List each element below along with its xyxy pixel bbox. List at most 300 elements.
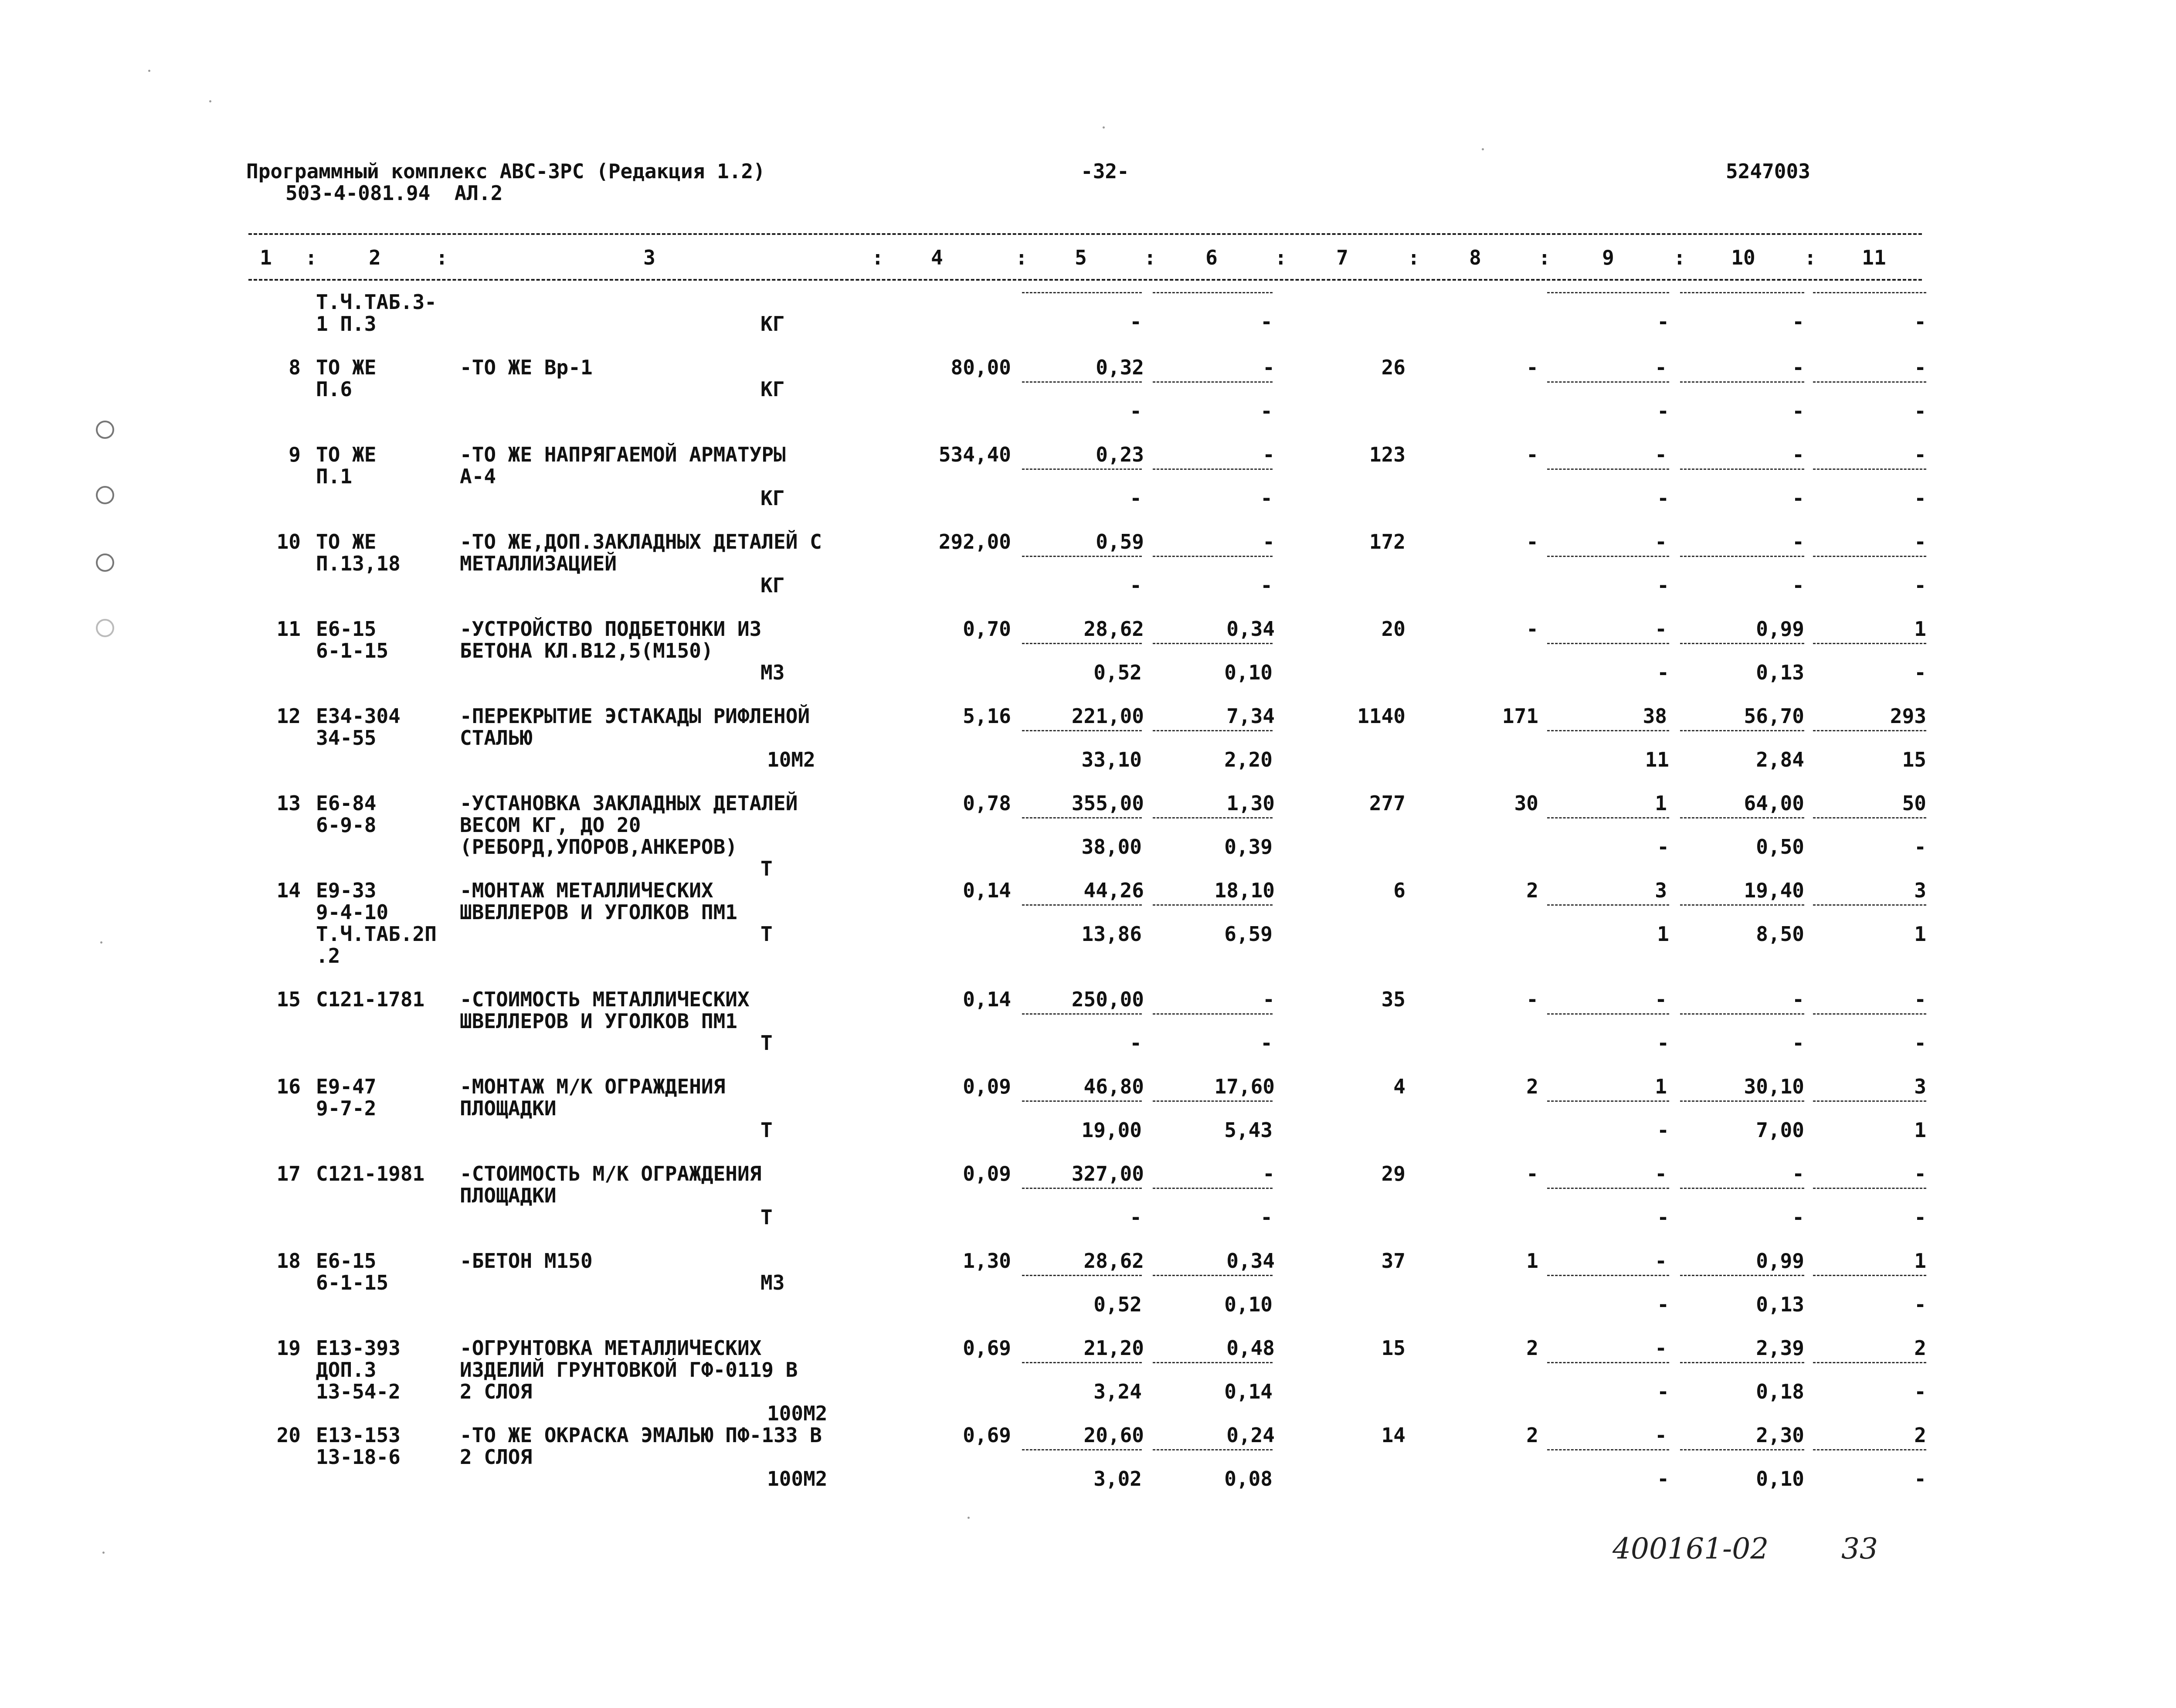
- value-c7: 35: [1381, 988, 1405, 1011]
- rate-code: С121-1781: [316, 988, 425, 1011]
- value-c10: 0,99: [1756, 1249, 1804, 1273]
- value-c8: 2: [1526, 1423, 1538, 1447]
- cell-divider-c11: [1813, 469, 1926, 470]
- unit-of-measure: Т: [760, 1205, 773, 1229]
- value-c9: 3: [1655, 879, 1667, 902]
- value-c9: -: [1655, 443, 1667, 466]
- value-c9-lower: -: [1657, 835, 1669, 859]
- cell-divider-c5: [1022, 1013, 1142, 1015]
- value-c11: 293: [1890, 704, 1926, 728]
- cell-divider-c9: [1547, 292, 1669, 293]
- unit-of-measure: 100М2: [767, 1467, 828, 1491]
- cell-divider-c6: [1153, 730, 1273, 731]
- value-c7: 29: [1381, 1162, 1405, 1185]
- work-description: ШВЕЛЛЕРОВ И УГОЛКОВ ПМ1: [460, 1009, 737, 1033]
- work-description: -УСТАНОВКА ЗАКЛАДНЫХ ДЕТАЛЕЙ: [460, 791, 798, 815]
- value-c10: -: [1792, 988, 1804, 1011]
- value-c6-lower: -: [1260, 310, 1273, 333]
- cell-divider-c6: [1153, 469, 1273, 470]
- value-c10-lower: -: [1792, 574, 1804, 597]
- table-top-rule: [248, 233, 1922, 235]
- cell-divider-c5: [1022, 1275, 1142, 1276]
- binder-hole: [96, 421, 114, 439]
- value-c10: 64,00: [1744, 791, 1804, 815]
- value-c11: 1: [1914, 617, 1926, 641]
- cell-divider-c5: [1022, 730, 1142, 731]
- column-separator: :: [1674, 246, 1686, 269]
- value-c9-lower: -: [1657, 661, 1669, 684]
- scan-speck: [148, 70, 150, 72]
- cell-divider-c9: [1547, 1449, 1669, 1450]
- value-c11-lower: -: [1914, 1205, 1926, 1229]
- work-description: (РЕБОРД,УПОРОВ,АНКЕРОВ): [460, 835, 737, 859]
- value-c4: 80,00: [951, 356, 1011, 379]
- unit-of-measure: Т: [760, 857, 773, 880]
- row-number: 12: [276, 704, 301, 728]
- value-c9-lower: -: [1657, 1118, 1669, 1142]
- value-c5-lower: -: [1130, 1031, 1142, 1055]
- value-c6-lower: -: [1260, 1205, 1273, 1229]
- value-c8: 2: [1526, 1075, 1538, 1098]
- value-c10: -: [1792, 443, 1804, 466]
- value-c10-lower: 0,13: [1756, 1293, 1804, 1316]
- value-c10: 2,39: [1756, 1336, 1804, 1360]
- value-c6: 0,48: [1226, 1336, 1275, 1360]
- row-number: 10: [276, 530, 301, 553]
- work-description: СТАЛЬЮ: [460, 726, 533, 750]
- cell-divider-c10: [1680, 556, 1804, 557]
- value-c10-lower: -: [1792, 1031, 1804, 1055]
- column-separator: :: [1804, 246, 1816, 269]
- rate-code: Е6-15: [316, 1249, 377, 1273]
- cell-divider-c9: [1547, 817, 1669, 818]
- value-c9-lower: -: [1657, 1467, 1669, 1491]
- column-separator: :: [1275, 246, 1287, 269]
- rate-code: Е13-393: [316, 1336, 401, 1360]
- work-description: -ОГРУНТОВКА МЕТАЛЛИЧЕСКИХ: [460, 1336, 762, 1360]
- value-c4: 0,70: [963, 617, 1011, 641]
- cell-divider-c6: [1153, 292, 1273, 293]
- cell-divider-c10: [1680, 643, 1804, 644]
- rate-code: С121-1981: [316, 1162, 425, 1185]
- value-c4: 1,30: [963, 1249, 1011, 1273]
- value-c8: 2: [1526, 1336, 1538, 1360]
- rate-code: П.13,18: [316, 552, 401, 575]
- row-number: 11: [276, 617, 301, 641]
- rate-code: ТО ЖЕ: [316, 356, 377, 379]
- value-c5-lower: 0,52: [1093, 1293, 1142, 1316]
- value-c5-lower: -: [1130, 399, 1142, 423]
- rate-code: Е34-304: [316, 704, 401, 728]
- unit-of-measure: 10М2: [767, 748, 815, 771]
- value-c8: -: [1526, 988, 1538, 1011]
- scan-speck: [209, 100, 211, 102]
- row-number: 9: [289, 443, 301, 466]
- cell-divider-c9: [1547, 381, 1669, 383]
- unit-of-measure: КГ: [760, 574, 785, 597]
- rate-code: .2: [316, 944, 340, 968]
- value-c11-lower: -: [1914, 574, 1926, 597]
- value-c4: 0,78: [963, 791, 1011, 815]
- cell-divider-c10: [1680, 469, 1804, 470]
- value-c11: 2: [1914, 1336, 1926, 1360]
- cell-divider-c11: [1813, 1362, 1926, 1363]
- work-description: 2 СЛОЯ: [460, 1445, 533, 1469]
- cell-divider-c5: [1022, 1100, 1142, 1102]
- work-description: БЕТОНА КЛ.В12,5(М150): [460, 639, 713, 662]
- value-c6: -: [1263, 1162, 1275, 1185]
- cell-divider-c5: [1022, 1188, 1142, 1189]
- value-c8: -: [1526, 530, 1538, 553]
- column-header-11: 11: [1862, 246, 1886, 269]
- value-c11: 1: [1914, 1249, 1926, 1273]
- cell-divider-c10: [1680, 730, 1804, 731]
- unit-of-measure: Т: [760, 1118, 773, 1142]
- rate-code: 6-1-15: [316, 1271, 389, 1294]
- value-c6-lower: 2,20: [1224, 748, 1273, 771]
- cell-divider-c6: [1153, 1275, 1273, 1276]
- cell-divider-c10: [1680, 381, 1804, 383]
- rate-code: Т.Ч.ТАБ.3-: [316, 290, 437, 314]
- cell-divider-c11: [1813, 1100, 1926, 1102]
- column-header-8: 8: [1469, 246, 1481, 269]
- cell-divider-c10: [1680, 292, 1804, 293]
- binder-hole: [96, 553, 114, 572]
- value-c8: 2: [1526, 879, 1538, 902]
- rate-code: Е6-15: [316, 617, 377, 641]
- unit-of-measure: КГ: [760, 312, 785, 336]
- value-c7: 172: [1369, 530, 1405, 553]
- value-c7: 123: [1369, 443, 1405, 466]
- cell-divider-c10: [1680, 1100, 1804, 1102]
- value-c10-lower: 2,84: [1756, 748, 1804, 771]
- cell-divider-c6: [1153, 1013, 1273, 1015]
- column-header-10: 10: [1731, 246, 1755, 269]
- value-c5: 0,59: [1096, 530, 1144, 553]
- value-c9: -: [1655, 530, 1667, 553]
- value-c11: 3: [1914, 879, 1926, 902]
- work-description: -СТОИМОСТЬ МЕТАЛЛИЧЕСКИХ: [460, 988, 750, 1011]
- value-c8: -: [1526, 356, 1538, 379]
- cell-divider-c6: [1153, 1449, 1273, 1450]
- value-c5-lower: 38,00: [1081, 835, 1142, 859]
- value-c10: 30,10: [1744, 1075, 1804, 1098]
- value-c11: 50: [1902, 791, 1926, 815]
- value-c7: 1140: [1357, 704, 1405, 728]
- value-c10: 19,40: [1744, 879, 1804, 902]
- cell-divider-c11: [1813, 817, 1926, 818]
- cell-divider-c11: [1813, 1013, 1926, 1015]
- value-c6-lower: 0,10: [1224, 661, 1273, 684]
- cell-divider-c9: [1547, 469, 1669, 470]
- value-c9: -: [1655, 356, 1667, 379]
- value-c5-lower: 3,24: [1093, 1380, 1142, 1403]
- value-c11-lower: 15: [1902, 748, 1926, 771]
- page-number: -32-: [1081, 160, 1129, 183]
- value-c5-lower: -: [1130, 486, 1142, 510]
- value-c11-lower: -: [1914, 486, 1926, 510]
- work-description: 2 СЛОЯ: [460, 1380, 533, 1403]
- value-c11: 2: [1914, 1423, 1926, 1447]
- value-c5: 0,23: [1096, 443, 1144, 466]
- value-c5: 221,00: [1071, 704, 1144, 728]
- scan-speck: [1482, 148, 1484, 150]
- work-description: -ТО ЖЕ Вр-1: [460, 356, 593, 379]
- value-c9: 38: [1643, 704, 1667, 728]
- value-c9: -: [1655, 1162, 1667, 1185]
- rate-code: ДОП.3: [316, 1358, 377, 1382]
- cell-divider-c9: [1547, 1275, 1669, 1276]
- value-c10-lower: 8,50: [1756, 922, 1804, 946]
- cell-divider-c9: [1547, 1362, 1669, 1363]
- cell-divider-c6: [1153, 817, 1273, 818]
- rate-code: 13-18-6: [316, 1445, 401, 1469]
- cell-divider-c11: [1813, 1188, 1926, 1189]
- rate-code: 9-7-2: [316, 1097, 377, 1120]
- value-c7: 26: [1381, 356, 1405, 379]
- cell-divider-c6: [1153, 381, 1273, 383]
- scan-speck: [100, 941, 102, 944]
- cell-divider-c10: [1680, 1449, 1804, 1450]
- work-description: ШВЕЛЛЕРОВ И УГОЛКОВ ПМ1: [460, 900, 737, 924]
- value-c5: 28,62: [1083, 1249, 1144, 1273]
- value-c6: 0,34: [1226, 617, 1275, 641]
- value-c5: 21,20: [1083, 1336, 1144, 1360]
- value-c10: -: [1792, 530, 1804, 553]
- value-c4: 0,14: [963, 879, 1011, 902]
- column-separator: :: [1408, 246, 1420, 269]
- column-header-7: 7: [1336, 246, 1348, 269]
- rate-code: Е6-84: [316, 791, 377, 815]
- value-c10-lower: -: [1792, 1205, 1804, 1229]
- cell-divider-c11: [1813, 643, 1926, 644]
- rate-code: 34-55: [316, 726, 377, 750]
- rate-code: П.1: [316, 465, 353, 488]
- cell-divider-c10: [1680, 1013, 1804, 1015]
- scan-speck: [102, 1552, 105, 1554]
- work-description: -ТО ЖЕ ОКРАСКА ЭМАЛЬЮ ПФ-133 В: [460, 1423, 822, 1447]
- value-c5-lower: -: [1130, 574, 1142, 597]
- value-c9: -: [1655, 988, 1667, 1011]
- value-c11: -: [1914, 1162, 1926, 1185]
- cell-divider-c10: [1680, 817, 1804, 818]
- row-number: 13: [276, 791, 301, 815]
- rate-code: Т.Ч.ТАБ.2П: [316, 922, 437, 946]
- value-c10-lower: 0,13: [1756, 661, 1804, 684]
- value-c11-lower: -: [1914, 1467, 1926, 1491]
- value-c9: 1: [1655, 1075, 1667, 1098]
- value-c4: 0,14: [963, 988, 1011, 1011]
- cell-divider-c5: [1022, 556, 1142, 557]
- value-c11-lower: 1: [1914, 922, 1926, 946]
- row-number: 20: [276, 1423, 301, 1447]
- value-c9-lower: 1: [1657, 922, 1669, 946]
- row-number: 16: [276, 1075, 301, 1098]
- binder-hole: [96, 486, 114, 504]
- value-c11-lower: -: [1914, 310, 1926, 333]
- value-c8: 1: [1526, 1249, 1538, 1273]
- row-number: 19: [276, 1336, 301, 1360]
- value-c9-lower: -: [1657, 1031, 1669, 1055]
- column-separator: :: [872, 246, 884, 269]
- cell-divider-c9: [1547, 904, 1669, 906]
- value-c11-lower: -: [1914, 661, 1926, 684]
- cell-divider-c5: [1022, 904, 1142, 906]
- cell-divider-c11: [1813, 904, 1926, 906]
- value-c10-lower: 7,00: [1756, 1118, 1804, 1142]
- cell-divider-c9: [1547, 730, 1669, 731]
- rate-code: 9-4-10: [316, 900, 389, 924]
- cell-divider-c9: [1547, 1100, 1669, 1102]
- value-c10-lower: -: [1792, 310, 1804, 333]
- value-c6: -: [1263, 988, 1275, 1011]
- value-c7: 15: [1381, 1336, 1405, 1360]
- value-c11: -: [1914, 443, 1926, 466]
- column-separator: :: [436, 246, 448, 269]
- work-description: -МОНТАЖ МЕТАЛЛИЧЕСКИХ: [460, 879, 713, 902]
- value-c10: -: [1792, 356, 1804, 379]
- cell-divider-c10: [1680, 904, 1804, 906]
- value-c11-lower: 1: [1914, 1118, 1926, 1142]
- value-c11: -: [1914, 356, 1926, 379]
- archive-stamp: 400161-02: [1612, 1532, 1769, 1565]
- value-c6: 18,10: [1214, 879, 1275, 902]
- project-code: 5247003: [1726, 160, 1810, 183]
- value-c6-lower: 6,59: [1224, 922, 1273, 946]
- value-c6-lower: 0,08: [1224, 1467, 1273, 1491]
- value-c9-lower: 11: [1645, 748, 1669, 771]
- value-c6-lower: -: [1260, 399, 1273, 423]
- value-c9-lower: -: [1657, 399, 1669, 423]
- value-c5-lower: 19,00: [1081, 1118, 1142, 1142]
- work-description: -МОНТАЖ М/К ОГРАЖДЕНИЯ: [460, 1075, 726, 1098]
- value-c6: -: [1263, 356, 1275, 379]
- value-c11-lower: -: [1914, 1380, 1926, 1403]
- cell-divider-c10: [1680, 1188, 1804, 1189]
- value-c6: 7,34: [1226, 704, 1275, 728]
- rate-code: ТО ЖЕ: [316, 443, 377, 466]
- column-header-2: 2: [369, 246, 381, 269]
- unit-of-measure: Т: [760, 922, 773, 946]
- value-c6: 0,34: [1226, 1249, 1275, 1273]
- cell-divider-c11: [1813, 556, 1926, 557]
- value-c9-lower: -: [1657, 310, 1669, 333]
- value-c11: -: [1914, 530, 1926, 553]
- value-c9-lower: -: [1657, 1205, 1669, 1229]
- cell-divider-c6: [1153, 1362, 1273, 1363]
- row-number: 17: [276, 1162, 301, 1185]
- cell-divider-c5: [1022, 1449, 1142, 1450]
- cell-divider-c10: [1680, 1275, 1804, 1276]
- value-c9: -: [1655, 1249, 1667, 1273]
- program-title: Программный комплекс АВС-3РС (Редакция 1.2): [246, 160, 765, 183]
- value-c4: 0,69: [963, 1423, 1011, 1447]
- value-c11-lower: -: [1914, 399, 1926, 423]
- value-c10-lower: 0,10: [1756, 1467, 1804, 1491]
- cell-divider-c5: [1022, 817, 1142, 818]
- work-description: ПЛОЩАДКИ: [460, 1184, 557, 1207]
- value-c4: 0,69: [963, 1336, 1011, 1360]
- value-c7: 6: [1393, 879, 1405, 902]
- value-c4: 5,16: [963, 704, 1011, 728]
- value-c10-lower: -: [1792, 399, 1804, 423]
- value-c6: -: [1263, 530, 1275, 553]
- cell-divider-c11: [1813, 730, 1926, 731]
- value-c11: 3: [1914, 1075, 1926, 1098]
- column-header-6: 6: [1205, 246, 1218, 269]
- cell-divider-c9: [1547, 643, 1669, 644]
- value-c9: -: [1655, 1336, 1667, 1360]
- unit-of-measure: 100М2: [767, 1402, 828, 1425]
- work-description: -ПЕРЕКРЫТИЕ ЭСТАКАДЫ РИФЛЕНОЙ: [460, 704, 810, 728]
- scan-speck: [1103, 126, 1105, 129]
- value-c5-lower: 13,86: [1081, 922, 1142, 946]
- value-c6-lower: 0,10: [1224, 1293, 1273, 1316]
- value-c8: -: [1526, 443, 1538, 466]
- cell-divider-c6: [1153, 643, 1273, 644]
- value-c9: -: [1655, 1423, 1667, 1447]
- cell-divider-c5: [1022, 469, 1142, 470]
- value-c6: 1,30: [1226, 791, 1275, 815]
- cell-divider-c11: [1813, 1275, 1926, 1276]
- cell-divider-c6: [1153, 1188, 1273, 1189]
- column-separator: :: [1144, 246, 1156, 269]
- cell-divider-c10: [1680, 1362, 1804, 1363]
- rate-code: П.6: [316, 377, 353, 401]
- value-c10-lower: 0,50: [1756, 835, 1804, 859]
- cell-divider-c9: [1547, 1013, 1669, 1015]
- work-description: -ТО ЖЕ,ДОП.ЗАКЛАДНЫХ ДЕТАЛЕЙ С: [460, 530, 822, 553]
- column-header-9: 9: [1602, 246, 1614, 269]
- value-c9: -: [1655, 617, 1667, 641]
- value-c4: 0,09: [963, 1075, 1011, 1098]
- work-description: -БЕТОН М150: [460, 1249, 593, 1273]
- value-c5: 44,26: [1083, 879, 1144, 902]
- column-header-3: 3: [643, 246, 655, 269]
- row-number: 15: [276, 988, 301, 1011]
- value-c11-lower: -: [1914, 835, 1926, 859]
- value-c5-lower: 33,10: [1081, 748, 1142, 771]
- cell-divider-c11: [1813, 1449, 1926, 1450]
- rate-code: Е13-153: [316, 1423, 401, 1447]
- value-c10: -: [1792, 1162, 1804, 1185]
- value-c5-lower: 0,52: [1093, 661, 1142, 684]
- value-c9-lower: -: [1657, 574, 1669, 597]
- work-description: -УСТРОЙСТВО ПОДБЕТОНКИ ИЗ: [460, 617, 762, 641]
- value-c11: -: [1914, 988, 1926, 1011]
- document-number: 503-4-081.94 АЛ.2: [285, 181, 503, 205]
- value-c8: -: [1526, 1162, 1538, 1185]
- value-c5: 327,00: [1071, 1162, 1144, 1185]
- value-c7: 37: [1381, 1249, 1405, 1273]
- value-c4: 292,00: [938, 530, 1011, 553]
- value-c10: 0,99: [1756, 617, 1804, 641]
- row-number: 14: [276, 879, 301, 902]
- value-c8: 171: [1502, 704, 1538, 728]
- row-number: 8: [289, 356, 301, 379]
- header-bottom-rule: [248, 279, 1922, 281]
- value-c5: 28,62: [1083, 617, 1144, 641]
- value-c5: 0,32: [1096, 356, 1144, 379]
- value-c7: 4: [1393, 1075, 1405, 1098]
- rate-code: 6-1-15: [316, 639, 389, 662]
- value-c5-lower: 3,02: [1093, 1467, 1142, 1491]
- value-c9-lower: -: [1657, 1293, 1669, 1316]
- cell-divider-c5: [1022, 1362, 1142, 1363]
- value-c4: 0,09: [963, 1162, 1011, 1185]
- unit-of-measure: Т: [760, 1031, 773, 1055]
- value-c10-lower: 0,18: [1756, 1380, 1804, 1403]
